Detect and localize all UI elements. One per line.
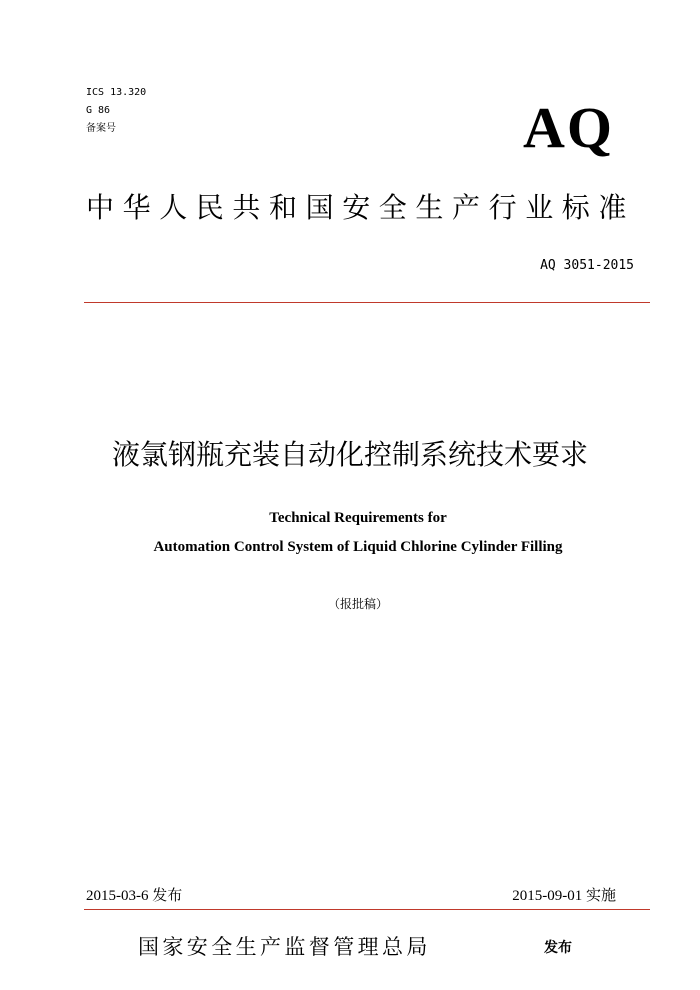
top-divider-line — [84, 302, 650, 303]
document-title-english-line-2: Automation Control System of Liquid Chlorine Cylinder Filling — [153, 539, 563, 555]
document-title-chinese: 液氯钢瓶充装自动化控制系统技术要求 — [111, 438, 588, 471]
ics-code: ICS 13.320 — [86, 87, 147, 98]
record-number-label: 备案号 — [86, 123, 116, 134]
draft-status-label: （报批稿） — [327, 597, 388, 611]
standard-number: AQ 3051-2015 — [540, 258, 634, 273]
implementation-date: 2015-09-01 实施 — [512, 888, 616, 904]
issuing-authority: 国家安全生产监督管理总局 — [138, 935, 431, 959]
issuer-action-label: 发布 — [544, 940, 572, 956]
issue-date: 2015-03-6 发布 — [86, 888, 183, 904]
standard-type-heading: 中华人民共和国安全生产行业标准 — [86, 191, 636, 224]
bottom-divider-line — [84, 909, 650, 910]
classification-code: G 86 — [86, 105, 111, 116]
aq-logo: AQ — [523, 95, 614, 160]
document-title-english-line-1: Technical Requirements for — [269, 510, 447, 526]
